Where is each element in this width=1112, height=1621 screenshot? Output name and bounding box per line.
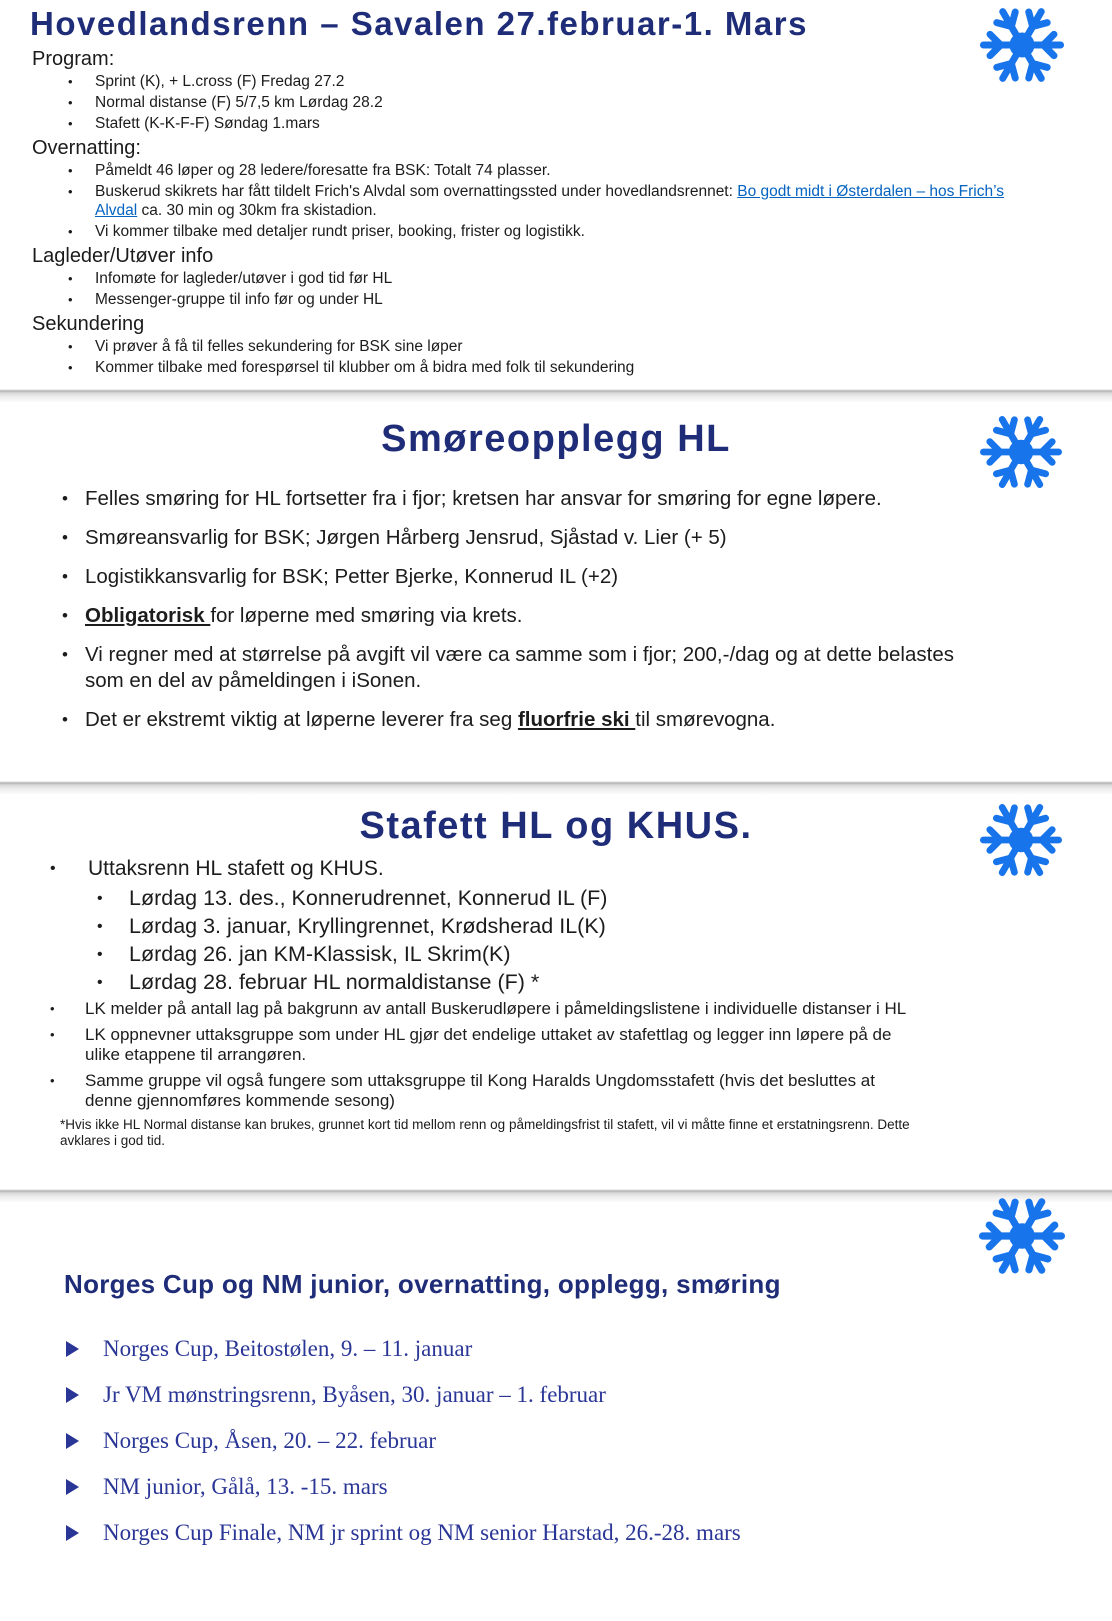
text-run: Stafett (K-K-F-F) Søndag 1.mars bbox=[95, 115, 320, 132]
event-item bbox=[66, 1472, 1112, 1502]
text-run: Kommer tilbake med forespørsel til klubber om å bidra med folk til sekundering bbox=[95, 359, 635, 376]
bullet-item bbox=[68, 161, 1112, 180]
bullet-text bbox=[85, 603, 522, 629]
bullet-icon: • bbox=[68, 163, 73, 178]
bullet-icon: • bbox=[62, 528, 68, 547]
snowflake-icon bbox=[968, 412, 1074, 492]
bullet-icon: • bbox=[68, 116, 73, 131]
bullet-text bbox=[129, 886, 607, 911]
bullet-text bbox=[95, 72, 344, 91]
slide-divider bbox=[0, 1189, 1112, 1202]
arrow-bullet-icon bbox=[66, 1341, 79, 1357]
bullet-icon: • bbox=[97, 946, 103, 963]
bullet-item bbox=[50, 1025, 1112, 1066]
arrow-bullet-icon bbox=[66, 1387, 79, 1403]
arrow-bullet-icon bbox=[66, 1433, 79, 1449]
bullet-icon: • bbox=[68, 360, 73, 375]
bullet-icon: • bbox=[68, 74, 73, 89]
bullet-text bbox=[129, 914, 606, 939]
event-text: Norges Cup, Beitostølen, 9. – 11. januar bbox=[103, 1336, 473, 1361]
snowflake-icon bbox=[966, 4, 1078, 86]
bullet-item bbox=[62, 603, 1112, 629]
bullet-text bbox=[95, 161, 551, 180]
text-run: Vi prøver å få til felles sekundering for BSK sine løper bbox=[95, 338, 463, 355]
text-run: Smøreansvarlig for BSK; Jørgen Hårberg Jensrud, Sjåstad v. Lier (+ 5) bbox=[85, 526, 727, 549]
bullet-text bbox=[85, 564, 618, 590]
slide-smoreopplegg bbox=[0, 402, 1112, 781]
bullet-icon: • bbox=[50, 1026, 55, 1042]
bullet-item bbox=[68, 93, 1112, 112]
event-item bbox=[66, 1380, 1112, 1410]
section-heading-overnatting: Overnatting: bbox=[32, 137, 141, 159]
bullet-icon: • bbox=[68, 292, 73, 307]
text-run: til smørevogna. bbox=[635, 708, 776, 731]
snowflake-icon bbox=[968, 800, 1074, 880]
bullet-icon: • bbox=[50, 1072, 55, 1088]
sub-bullet-list bbox=[0, 886, 1112, 995]
bullet-text bbox=[95, 358, 634, 377]
text-run: Vi kommer tilbake med detaljer rundt priser, booking, frister og logistikk. bbox=[95, 223, 585, 240]
event-text: NM junior, Gålå, 13. -15. mars bbox=[103, 1474, 388, 1499]
event-item bbox=[66, 1426, 1112, 1456]
text-run: Samme gruppe vil også fungere som uttaksgruppe til Kong Haralds Ungdomsstafett (hvis det besluttes at denne gjennomføres kommende sesong) bbox=[85, 1070, 875, 1110]
bullet-text bbox=[85, 1025, 925, 1066]
bullet-icon: • bbox=[97, 890, 103, 907]
text-run: Lørdag 3. januar, Kryllingrennet, Krødsherad IL(K) bbox=[129, 914, 606, 938]
text-run: Påmeldt 46 løper og 28 ledere/foresatte fra BSK: Totalt 74 plasser. bbox=[95, 162, 551, 179]
bullet-text bbox=[95, 269, 392, 288]
bullet-text bbox=[95, 182, 1005, 220]
slide-title: Smøreopplegg HL bbox=[381, 418, 731, 460]
bullet-list bbox=[62, 486, 1112, 733]
bullet-list bbox=[0, 999, 1112, 1112]
text-run: LK oppnevner uttaksgruppe som under HL gjør det endelige uttaket av stafettlag og legger inn løpere på de ulike etappene til arrangøren. bbox=[85, 1024, 892, 1064]
bullet-icon: • bbox=[62, 567, 68, 586]
frichs-alvdal-link[interactable]: Bo godt midt i Østerdalen – hos Frich’s Alvdal bbox=[95, 183, 1005, 219]
sub-bullet-item bbox=[97, 886, 1112, 911]
bullet-text bbox=[95, 337, 463, 356]
bullet-text bbox=[95, 93, 383, 112]
bullet-text bbox=[85, 707, 775, 733]
bullet-text bbox=[85, 525, 727, 551]
bullet-icon: • bbox=[97, 974, 103, 991]
text-run: LK melder på antall lag på bakgrunn av antall Buskerudløpere i påmeldingslistene i individuelle distanser i HL bbox=[85, 999, 907, 1018]
text-run: Normal distanse (F) 5/7,5 km Lørdag 28.2 bbox=[95, 94, 383, 111]
bullet-icon: • bbox=[68, 339, 73, 354]
snowflake-icon bbox=[966, 1194, 1078, 1278]
sub-bullet-item bbox=[97, 970, 1112, 995]
section-heading-lagleder: Lagleder/Utøver info bbox=[32, 245, 214, 267]
bullet-icon: • bbox=[62, 606, 68, 625]
bullet-text bbox=[129, 942, 511, 967]
arrow-bullet-icon bbox=[66, 1479, 79, 1495]
bullet-text bbox=[85, 999, 906, 1020]
text-run: Sprint (K), + L.cross (F) Fredag 27.2 bbox=[95, 73, 345, 90]
bullet-text bbox=[95, 290, 383, 309]
slide-title: Norges Cup og NM junior, overnatting, opplegg, smøring bbox=[64, 1269, 781, 1299]
slide-title: Stafett HL og KHUS. bbox=[359, 805, 753, 847]
text-run: ca. 30 min og 30km fra skistadion. bbox=[137, 202, 377, 219]
bullet-icon: • bbox=[62, 489, 68, 508]
slide-title: Hovedlandsrenn – Savalen 27.februar-1. Mars bbox=[30, 5, 808, 42]
bullet-item bbox=[68, 72, 1112, 91]
bullet-text bbox=[85, 1071, 925, 1112]
text-run: Felles smøring for HL fortsetter fra i fjor; kretsen har ansvar for smøring for egne løpere. bbox=[85, 487, 882, 510]
bullet-icon: • bbox=[50, 1001, 55, 1016]
bullet-item bbox=[50, 999, 1112, 1020]
bullet-text bbox=[85, 486, 882, 512]
bullet-item bbox=[68, 290, 1112, 309]
bullet-item bbox=[50, 1071, 1112, 1112]
text-run: Logistikkansvarlig for BSK; Petter Bjerke, Konnerud IL (+2) bbox=[85, 565, 619, 588]
text-run: Vi regner med at størrelse på avgift vil være ca samme som i fjor; 200,-/dag og at dette belastes som en del av påmeldingen i iSonen. bbox=[85, 643, 954, 692]
bullet-icon: • bbox=[68, 95, 73, 110]
bullet-icon: • bbox=[68, 271, 73, 286]
text-run: Messenger-gruppe til info før og under HL bbox=[95, 291, 383, 308]
text-run: Lørdag 28. februar HL normaldistanse (F) * bbox=[129, 970, 540, 994]
slide-norgescup bbox=[0, 1202, 1112, 1621]
bullet-item bbox=[62, 564, 1112, 590]
bullet-icon: • bbox=[97, 918, 103, 935]
event-text: Norges Cup Finale, NM jr sprint og NM senior Harstad, 26.-28. mars bbox=[103, 1520, 741, 1545]
bullet-item bbox=[50, 856, 1112, 882]
slide-stafett bbox=[0, 794, 1112, 1189]
slide-divider bbox=[0, 389, 1112, 402]
bullet-item bbox=[62, 486, 1112, 512]
bullet-item bbox=[68, 269, 1112, 288]
text-run: Lørdag 26. jan KM-Klassisk, IL Skrim(K) bbox=[129, 942, 511, 966]
slide-hovedlandsrenn bbox=[0, 4, 1112, 389]
text-run: Obligatorisk bbox=[85, 604, 211, 627]
sub-bullet-item bbox=[97, 942, 1112, 967]
footnote: *Hvis ikke HL Normal distanse kan brukes, grunnet kort tid mellom renn og påmeldingsfrist til stafett, vil vi måtte finne et erstatningsrenn. Dette avklares i god tid. bbox=[60, 1116, 910, 1148]
text-run: Det er ekstremt viktig at løperne leverer fra seg bbox=[85, 708, 518, 731]
text-run: Uttaksrenn HL stafett og KHUS. bbox=[88, 857, 384, 880]
event-item bbox=[66, 1518, 1112, 1548]
bullet-item bbox=[68, 114, 1112, 133]
event-text: Norges Cup, Åsen, 20. – 22. februar bbox=[103, 1428, 437, 1453]
text-run: for løperne med smøring via krets. bbox=[210, 604, 523, 627]
sub-bullet-item bbox=[97, 914, 1112, 939]
arrow-bullet-icon bbox=[66, 1525, 79, 1541]
bullet-item bbox=[68, 337, 1112, 356]
bullet-item bbox=[62, 707, 1112, 733]
bullet-text bbox=[95, 222, 585, 241]
bullet-text bbox=[95, 114, 320, 133]
text-run: Infomøte for lagleder/utøver i god tid før HL bbox=[95, 270, 393, 287]
bullet-icon: • bbox=[62, 710, 68, 729]
bullet-icon: • bbox=[62, 645, 68, 664]
bullet-item bbox=[62, 525, 1112, 551]
bullet-text bbox=[85, 642, 985, 694]
bullet-item bbox=[68, 358, 1112, 377]
bullet-item bbox=[68, 182, 1112, 220]
event-list bbox=[66, 1334, 1112, 1548]
section-heading-program: Program: bbox=[32, 48, 115, 70]
text-run: Lørdag 13. des., Konnerudrennet, Konnerud IL (F) bbox=[129, 886, 608, 910]
bullet-text bbox=[88, 856, 384, 882]
event-item bbox=[66, 1334, 1112, 1364]
bullet-item bbox=[68, 222, 1112, 241]
bullet-item bbox=[62, 642, 1112, 694]
bullet-text bbox=[129, 970, 539, 995]
bullet-icon: • bbox=[68, 184, 73, 199]
text-run: Buskerud skikrets har fått tildelt Frich's Alvdal som overnattingssted under hovedlandsrennet: bbox=[95, 183, 738, 200]
slide-divider bbox=[0, 781, 1112, 794]
event-text: Jr VM mønstringsrenn, Byåsen, 30. januar – 1. februar bbox=[103, 1382, 606, 1407]
section-heading-sekundering: Sekundering bbox=[32, 313, 145, 335]
bullet-icon: • bbox=[50, 860, 56, 877]
bullet-icon: • bbox=[68, 224, 73, 239]
text-run: fluorfrie ski bbox=[517, 708, 636, 731]
